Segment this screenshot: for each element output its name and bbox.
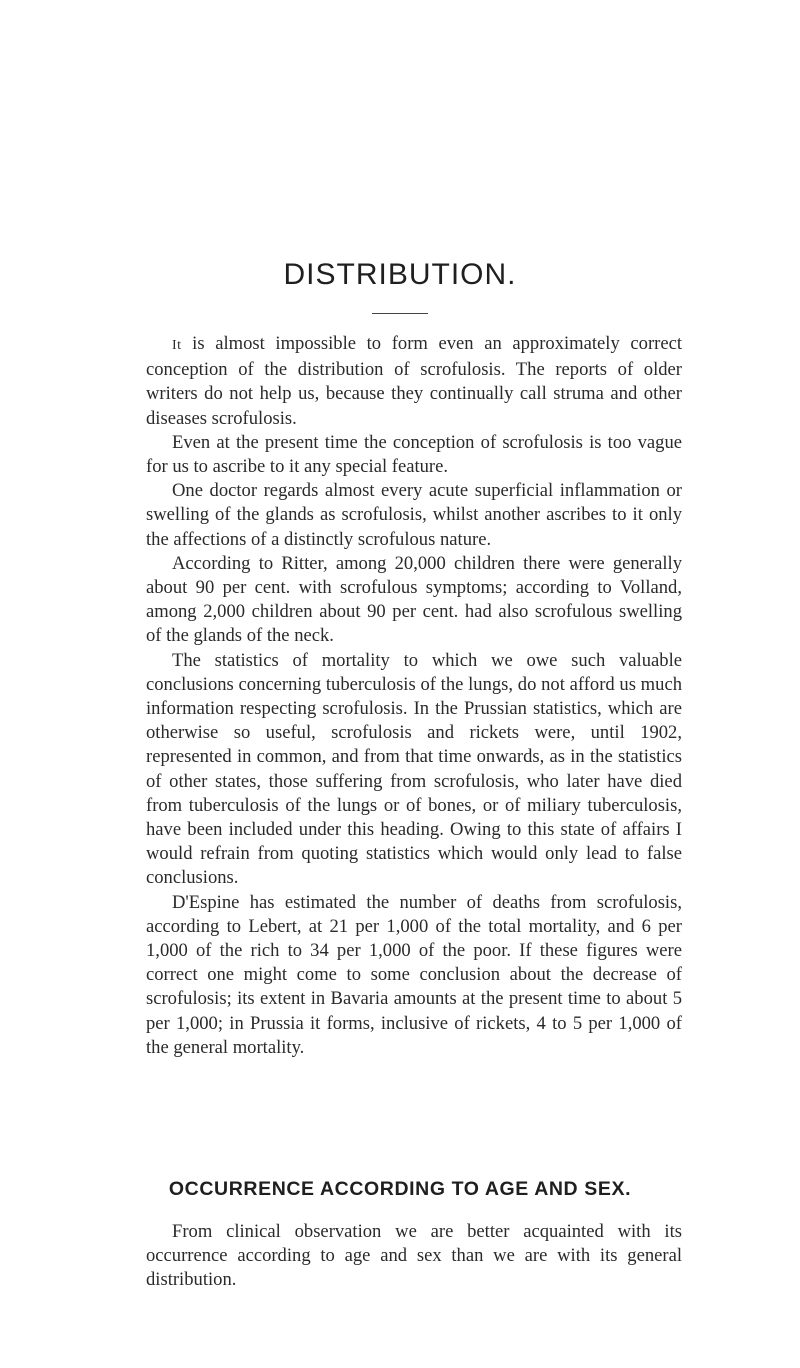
- distribution-section-body: [146, 332, 682, 1060]
- paragraph-lead-word: It: [172, 338, 182, 353]
- paragraph-5: The statistics of mortality to which we owe such valuable conclusions concerning tuberculosis of the lungs, do not afford us much information respecting scrofulosis. In the Prussian statistics, which are otherwise so useful, scrofulosis and rickets were, until 1902, represented in common, and from that time onwards, as in the statistics of other states, those suffering from scrofulosis, who later have died from tuberculosis of the lungs or of bones, or of miliary tuberculosis, have been included under this heading. Owing to this state of affairs I would refrain from quoting statistics which would only lead to false conclusions.: [146, 649, 682, 889]
- title-rule-divider: [372, 313, 428, 314]
- paragraph-1: [146, 332, 682, 431]
- occurrence-section-body: [146, 1220, 682, 1293]
- section-subheading: OCCURRENCE ACCORDING TO AGE AND SEX.: [168, 1178, 632, 1200]
- paragraph-6: D'Espine has estimated the number of deaths from scrofulosis, according to Lebert, at 21 per 1,000 of the total mortality, and 6 per 1,000 of the rich to 34 per 1,000 of the poor. If these figures were correct one might come to some conclusion about the decrease of scrofulosis; its extent in Bavaria amounts at the present time to about 5 per 1,000; in Prussia it forms, inclusive of rickets, 4 to 5 per 1,000 of the general mortality.: [146, 891, 682, 1058]
- page-title: DISTRIBUTION.: [283, 258, 517, 291]
- subsection-paragraph-1: From clinical observation we are better acquainted with its occurrence according to age and sex than we are with its general distribution.: [146, 1221, 682, 1291]
- paragraph-4: According to Ritter, among 20,000 children there were generally about 90 per cent. with scrofulous symptoms; according to Volland, among 2,000 children about 90 per cent. had also scrofulous swelling of the glands of the neck.: [146, 552, 682, 647]
- paragraph-1-text: is almost impossible to form even an approximately correct conception of the distribution of scrofulosis. The reports of older writers do not help us, because they continually call struma and other diseases scrofulosis.: [146, 333, 682, 429]
- paragraph-3: One doctor regards almost every acute superficial inflammation or swelling of the glands as scrofulosis, whilst another ascribes to it only the affections of a distinctly scrofulous nature.: [146, 480, 682, 550]
- paragraph-2: Even at the present time the conception of scrofulosis is too vague for us to ascribe to it any special feature.: [146, 431, 682, 478]
